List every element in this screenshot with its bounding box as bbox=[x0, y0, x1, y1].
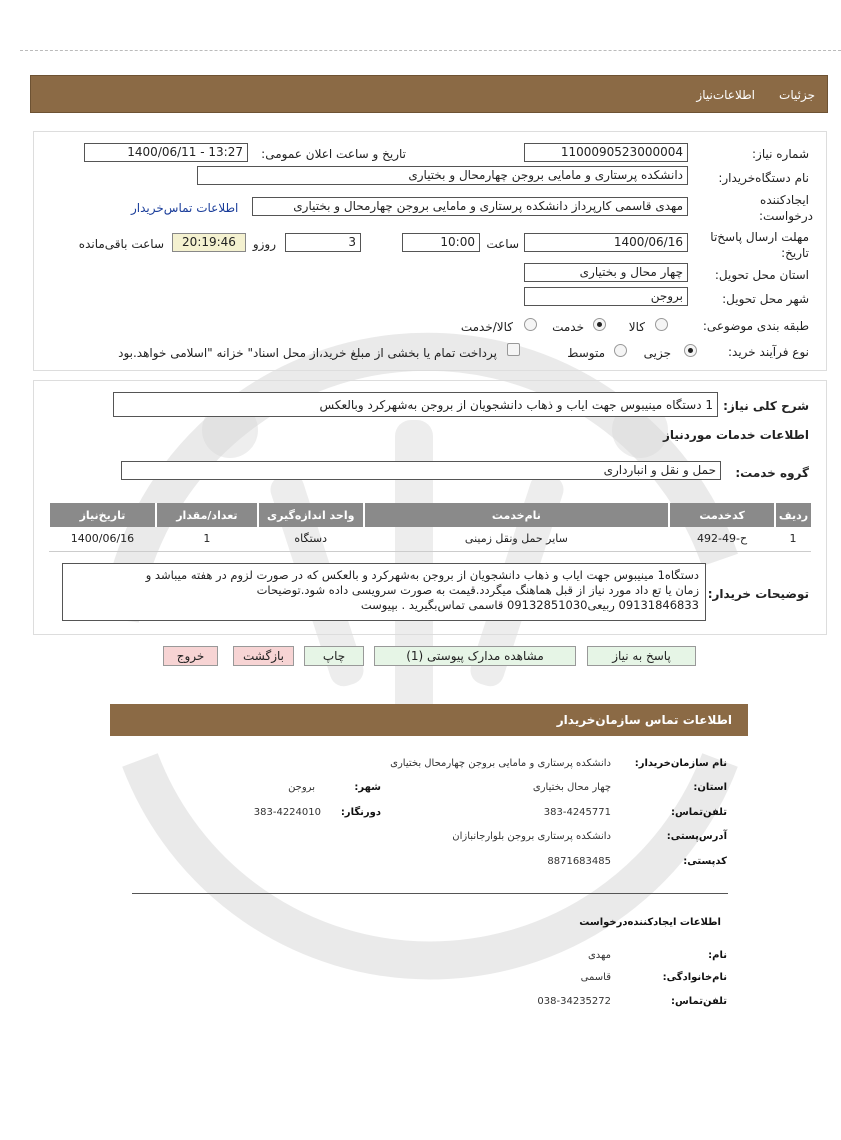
deadline-date-field: 1400/06/16 bbox=[524, 233, 688, 252]
contact-address-label: آدرس‌پستی: bbox=[666, 831, 727, 842]
creator-family-value: قاسمی bbox=[580, 972, 611, 983]
col-service-code: کدخدمت bbox=[669, 503, 775, 527]
contact-org-value: دانشکده پرستاری و مامایی بروجن چهارمحال بختیاری bbox=[390, 758, 611, 769]
city-label: شهر محل تحویل: bbox=[722, 292, 809, 306]
contact-province-value: چهار محال بختیاری bbox=[532, 782, 611, 793]
category-label: طبقه بندی موضوعی: bbox=[702, 319, 809, 333]
tab-details[interactable]: جزئیات bbox=[779, 88, 815, 102]
remaining-time-label: ساعت باقی‌مانده bbox=[78, 237, 164, 251]
cell-unit: دستگاه bbox=[258, 527, 364, 551]
buyer-contact-link[interactable]: اطلاعات تماس‌خریدار bbox=[131, 201, 239, 215]
col-service-name: نام‌خدمت bbox=[364, 503, 669, 527]
category-goods-label: کالا bbox=[628, 320, 645, 334]
table-row bbox=[49, 527, 811, 551]
cell-service-name: سایر حمل ونقل زمینی bbox=[364, 527, 669, 551]
contact-city-label: شهر: bbox=[354, 782, 381, 793]
contact-postal-value: 8871683485 bbox=[547, 856, 611, 867]
exit-button[interactable]: خروج bbox=[163, 646, 218, 666]
services-title: اطلاعات خدمات موردنیاز bbox=[662, 428, 809, 442]
days-field: 3 bbox=[285, 233, 361, 252]
category-service-label: خدمت bbox=[552, 320, 584, 334]
back-button[interactable]: بازگشت bbox=[233, 646, 294, 666]
contact-city-value: بروجن bbox=[288, 782, 315, 793]
category-goods-service-radio[interactable] bbox=[524, 318, 537, 331]
process-medium-radio[interactable] bbox=[614, 344, 627, 357]
buyer-notes-line-2: زمان یا تع داد مورد نیاز از قبل هماهنگ میگردد.قیمت به صورت سرویسی داده شود.توضیحات bbox=[256, 583, 699, 597]
col-unit: واحد اندازه‌گیری bbox=[258, 503, 364, 527]
province-label: استان محل تحویل: bbox=[714, 268, 809, 282]
creator-phone-label: تلفن‌تماس: bbox=[670, 996, 727, 1007]
process-partial-radio[interactable] bbox=[684, 344, 697, 357]
contact-province-label: استان: bbox=[693, 782, 727, 793]
table-header-row bbox=[49, 503, 811, 527]
process-label: نوع فرآیند خرید: bbox=[728, 345, 809, 359]
service-group-field: حمل و نقل و انبارداری bbox=[121, 461, 721, 480]
creator-name-label: نام: bbox=[708, 950, 727, 961]
deadline-label-1: مهلت ارسال پاسخ‌تا bbox=[710, 230, 809, 244]
service-group-label: گروه خدمت: bbox=[735, 466, 809, 480]
city-field: بروجن bbox=[524, 287, 688, 306]
deadline-label-2: تاریخ: bbox=[781, 246, 809, 260]
process-partial-label: جزیی bbox=[643, 346, 671, 360]
creator-name-value: مهدی bbox=[587, 950, 611, 961]
contact-address-value: دانشکده پرستاری بروجن بلوارجانبازان bbox=[452, 831, 611, 842]
buyer-notes-line-3: 09131846833 ربیعی09132851030 قاسمی تماس‌بگیرید . بپیوست bbox=[360, 598, 699, 612]
creator-field: مهدی قاسمی کارپرداز دانشکده پرستاری و مامایی بروجن چهارمحال و بختیاری bbox=[252, 197, 688, 216]
deadline-time-label: ساعت bbox=[486, 237, 519, 251]
contact-fax-label: دورنگار: bbox=[340, 807, 381, 818]
buyer-org-label: نام دستگاه‌خریدار: bbox=[718, 171, 809, 185]
process-medium-label: متوسط bbox=[567, 346, 605, 360]
page-header-bar bbox=[30, 75, 828, 113]
buyer-org-field: دانشکده پرستاری و مامایی بروجن چهارمحال و بختیاری bbox=[197, 166, 688, 185]
category-goods-service-label: کالا/خدمت bbox=[460, 320, 513, 334]
category-service-radio[interactable] bbox=[593, 318, 606, 331]
announce-date-field: 1400/06/11 - 13:27 bbox=[84, 143, 248, 162]
contact-org-label: نام سازمان‌خریدار: bbox=[634, 758, 727, 769]
col-quantity: تعداد/مقدار bbox=[156, 503, 258, 527]
summary-field: 1 دستگاه مینیبوس جهت ایاب و ذهاب دانشجویان از بروجن به‌شهرکرد وبالعکس bbox=[113, 392, 718, 417]
remaining-time-field: 20:19:46 bbox=[172, 233, 246, 252]
creator-label-1: ایجادکننده bbox=[760, 193, 809, 207]
need-number-label: شماره نیاز: bbox=[752, 147, 809, 161]
need-number-field: 1100090523000004 bbox=[524, 143, 688, 162]
province-field: چهار محال و بختیاری bbox=[524, 263, 688, 282]
creator-phone-value: 038-34235272 bbox=[537, 996, 611, 1007]
reply-button[interactable]: پاسخ به نیاز bbox=[587, 646, 696, 666]
days-label: روزو bbox=[252, 237, 276, 251]
buyer-contact-bar bbox=[110, 704, 748, 736]
summary-label: شرح کلی نیاز: bbox=[723, 399, 809, 413]
creator-label-2: درخواست: bbox=[759, 209, 813, 223]
cell-quantity: 1 bbox=[156, 527, 258, 551]
print-button[interactable]: چاپ bbox=[304, 646, 364, 666]
contact-phone-label: تلفن‌تماس: bbox=[670, 807, 727, 818]
buyer-contact-title: اطلاعات تماس سازمان‌خریدار bbox=[556, 713, 732, 727]
deadline-time-field: 10:00 bbox=[402, 233, 480, 252]
col-need-date: تاریخ‌نیاز bbox=[49, 503, 156, 527]
announce-date-label: تاریخ و ساعت اعلان عمومی: bbox=[261, 147, 406, 161]
contact-divider bbox=[132, 893, 728, 894]
services-table bbox=[48, 503, 811, 552]
contact-phone-value: 383-4245771 bbox=[543, 807, 611, 818]
buyer-notes-label: توضیحات خریدار: bbox=[707, 587, 809, 601]
creator-info-title: اطلاعات ایجادکننده‌درخواست bbox=[579, 917, 721, 928]
contact-postal-label: کدپستی: bbox=[683, 856, 727, 867]
cell-row-number: 1 bbox=[775, 527, 811, 551]
treasury-payment-label: پرداخت تمام یا بخشی از مبلغ خرید،از محل اسناد" خزانه "اسلامی خواهد.بود bbox=[118, 346, 497, 360]
view-attachments-button[interactable]: مشاهده مدارک پیوستی (1) bbox=[374, 646, 576, 666]
top-divider bbox=[20, 50, 841, 51]
category-goods-radio[interactable] bbox=[655, 318, 668, 331]
treasury-payment-checkbox[interactable] bbox=[507, 343, 520, 356]
cell-service-code: ح-49-492 bbox=[669, 527, 775, 551]
contact-fax-value: 383-4224010 bbox=[253, 807, 321, 818]
buyer-notes-field bbox=[62, 563, 706, 621]
cell-need-date: 1400/06/16 bbox=[49, 527, 156, 551]
creator-family-label: نام‌خانوادگی: bbox=[662, 972, 727, 983]
tab-need-info[interactable]: اطلاعات‌نیاز bbox=[696, 88, 755, 102]
col-row-number: ردیف bbox=[775, 503, 811, 527]
buyer-notes-line-1: دستگاه1 مینیبوس جهت ایاب و ذهاب دانشجویان از بروجن به‌شهرکرد و بالعکس که در صورت لزوم در هفته میباشد و bbox=[145, 568, 699, 582]
